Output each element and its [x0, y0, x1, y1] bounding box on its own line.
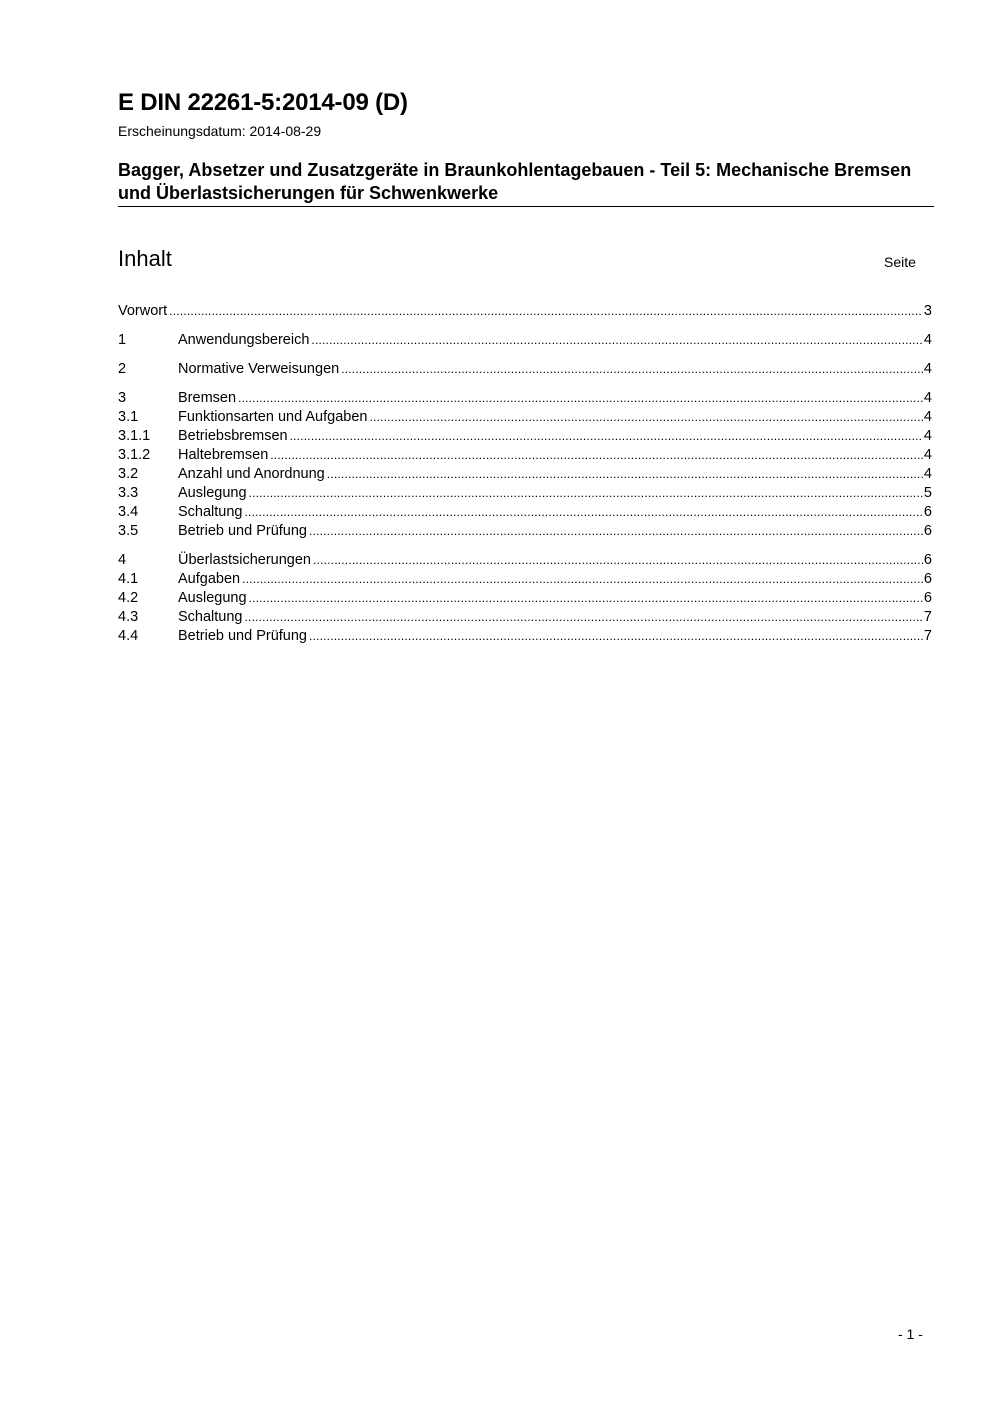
toc-leader — [249, 589, 923, 608]
toc-entry-label: Schaltung — [178, 609, 243, 625]
toc-entry[interactable] — [118, 484, 932, 503]
toc-leader — [313, 551, 923, 570]
toc-entry[interactable] — [118, 408, 932, 427]
toc-entry-number: 3.4 — [118, 504, 139, 520]
toc-page-column-label: Seite — [884, 254, 916, 270]
toc-entry-number: 4.1 — [118, 571, 139, 587]
toc-entry[interactable] — [118, 427, 932, 446]
toc-entry-number: 3.3 — [118, 485, 139, 501]
toc-entry-page: 7 — [923, 628, 932, 644]
toc-entry-number: 4.4 — [118, 628, 139, 644]
toc-entry[interactable] — [118, 331, 932, 350]
toc-entry-number: 3.5 — [118, 523, 139, 539]
toc-entry-label: Bremsen — [178, 390, 237, 406]
publication-date: Erscheinungsdatum: 2014-08-29 — [118, 123, 322, 139]
toc-entry[interactable] — [118, 360, 932, 379]
toc-entry-number: 1 — [118, 332, 127, 348]
toc-entry-label: Betrieb und Prüfung — [178, 523, 307, 539]
toc-entry-label: Schaltung — [178, 504, 243, 520]
toc-entry-label: Normative Verweisungen — [178, 361, 340, 377]
toc-entry-page: 6 — [923, 552, 932, 568]
toc-entry-number: 4.2 — [118, 590, 139, 606]
toc-entry-page: 5 — [923, 485, 932, 501]
toc-entry[interactable] — [118, 570, 932, 589]
toc-entry[interactable] — [118, 503, 932, 522]
toc-entry-label: Anwendungsbereich — [178, 332, 310, 348]
toc-entry-label: Betrieb und Prüfung — [178, 628, 307, 644]
toc-entry-page: 4 — [923, 390, 932, 406]
toc-leader — [245, 503, 923, 522]
toc-entry[interactable] — [118, 446, 932, 465]
toc-leader — [327, 465, 923, 484]
toc-entry-number: 4.3 — [118, 609, 139, 625]
toc-leader — [249, 484, 923, 503]
toc-leader — [245, 608, 923, 627]
toc-entry[interactable] — [118, 522, 932, 541]
toc-entry-page: 4 — [923, 447, 932, 463]
toc-entry-page: 4 — [923, 428, 932, 444]
document-id: E DIN 22261-5:2014-09 (D) — [118, 89, 408, 116]
toc-entry-page: 6 — [923, 571, 932, 587]
table-of-contents — [118, 302, 932, 646]
toc-entry[interactable] — [118, 627, 932, 646]
toc-entry[interactable] — [118, 608, 932, 627]
toc-entry-number: 3.1.1 — [118, 428, 151, 444]
toc-leader — [169, 302, 923, 321]
toc-entry[interactable] — [118, 551, 932, 570]
toc-entry-page: 6 — [923, 504, 932, 520]
toc-leader — [270, 446, 923, 465]
toc-leader — [309, 627, 923, 646]
toc-entry-label: Anzahl und Anordnung — [178, 466, 325, 482]
toc-entry-label: Auslegung — [178, 485, 247, 501]
toc-leader — [238, 389, 923, 408]
toc-heading: Inhalt — [118, 246, 172, 271]
toc-entry-page: 3 — [923, 303, 932, 319]
toc-entry-page: 6 — [923, 523, 932, 539]
toc-entry-label: Aufgaben — [178, 571, 241, 587]
toc-entry[interactable] — [118, 389, 932, 408]
toc-leader — [290, 427, 923, 446]
toc-entry-label: Haltebremsen — [178, 447, 269, 463]
toc-entry[interactable] — [118, 465, 932, 484]
toc-entry-label: Vorwort — [118, 303, 168, 319]
toc-leader — [309, 522, 923, 541]
toc-entry-number: 3.1.2 — [118, 447, 151, 463]
toc-entry-page: 6 — [923, 590, 932, 606]
toc-entry-page: 4 — [923, 409, 932, 425]
toc-entry-page: 4 — [923, 466, 932, 482]
toc-entry[interactable] — [118, 302, 932, 321]
toc-entry-number: 3 — [118, 390, 127, 406]
toc-leader — [341, 360, 923, 379]
toc-entry-page: 4 — [923, 332, 932, 348]
toc-entry-number: 3.1 — [118, 409, 139, 425]
title-rule — [118, 206, 934, 207]
toc-leader — [242, 570, 923, 589]
toc-entry-label: Funktionsarten und Aufgaben — [178, 409, 368, 425]
toc-leader — [369, 408, 922, 427]
toc-entry-page: 7 — [923, 609, 932, 625]
toc-entry[interactable] — [118, 589, 932, 608]
toc-entry-number: 2 — [118, 361, 127, 377]
toc-entry-label: Auslegung — [178, 590, 247, 606]
toc-entry-page: 4 — [923, 361, 932, 377]
toc-entry-number: 4 — [118, 552, 127, 568]
toc-entry-label: Überlastsicherungen — [178, 552, 311, 568]
toc-leader — [311, 331, 923, 350]
toc-entry-label: Betriebsbremsen — [178, 428, 288, 444]
document-title: Bagger, Absetzer und Zusatzgeräte in Braunkohlentagebauen - Teil 5: Mechanische Bremsen und Überlastsicherungen für Schwenkwerke — [118, 160, 912, 203]
toc-entry-number: 3.2 — [118, 466, 139, 482]
footer-page-number: - 1 - — [898, 1326, 923, 1342]
